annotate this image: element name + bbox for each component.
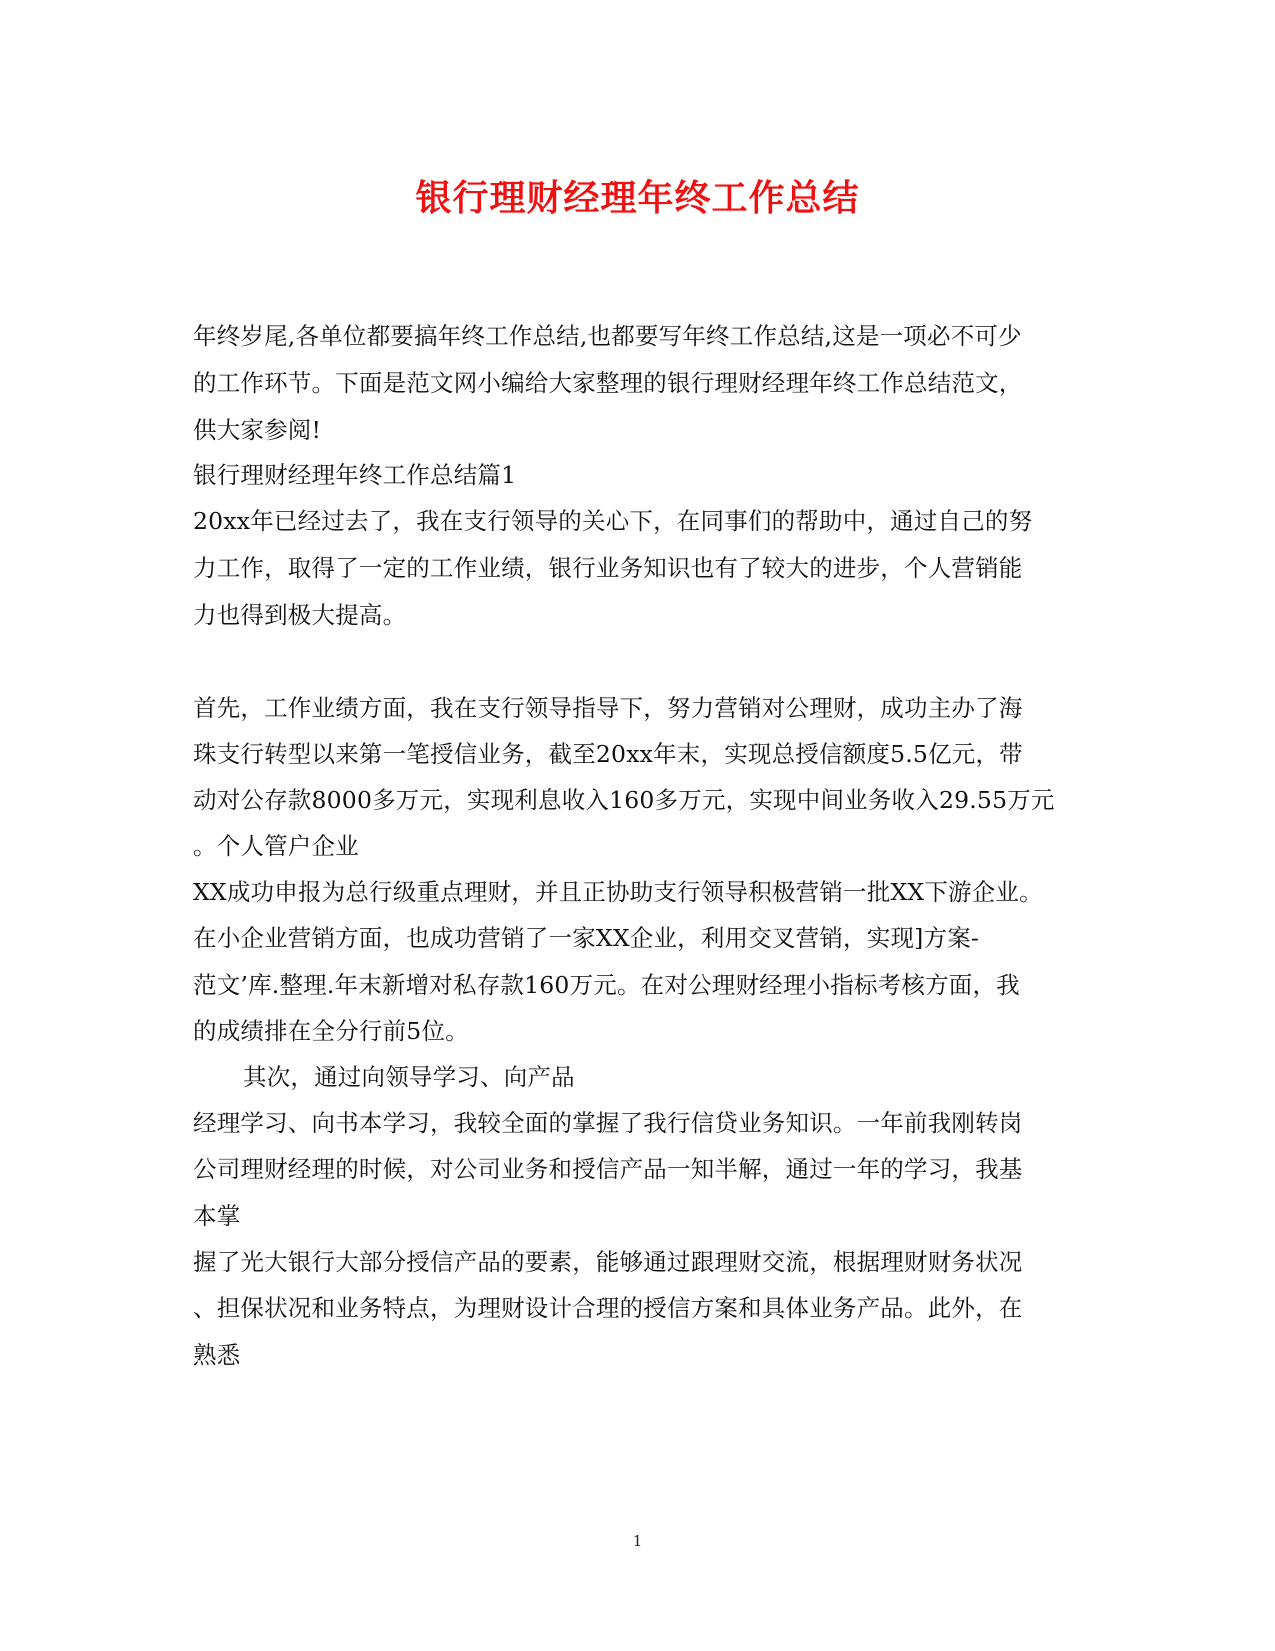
paragraph-line: 公司理财经理的时候，对公司业务和授信产品一知半解，通过一年的学习，我基: [193, 1155, 1023, 1183]
paragraph-line: 力工作，取得了一定的工作业绩，银行业务知识也有了较大的进步，个人营销能: [193, 554, 1023, 582]
paragraph-line: 的工作环节。下面是范文网小编给大家整理的银行理财经理年终工作总结范文，: [193, 369, 1023, 397]
paragraph-line: 珠支行转型以来第一笔授信业务，截至20xx年末，实现总授信额度5.5亿元，带: [193, 740, 1023, 768]
paragraph-line: 经理学习、向书本学习，我较全面的掌握了我行信贷业务知识。一年前我刚转岗: [193, 1109, 1023, 1137]
document-title: 银行理财经理年终工作总结: [415, 177, 860, 219]
paragraph-line: 其次，通过向领导学习、向产品: [243, 1063, 575, 1091]
paragraph-line: 握了光大银行大部分授信产品的要素，能够通过跟理财交流，根据理财财务状况: [193, 1248, 1023, 1276]
page-number: 1: [632, 1532, 643, 1550]
paragraph-line: 力也得到极大提高。: [193, 601, 407, 629]
paragraph-line: 的成绩排在全分行前5位。: [193, 1017, 469, 1045]
paragraph-line: 首先，工作业绩方面，我在支行领导指导下，努力营销对公理财，成功主办了海: [193, 694, 1023, 722]
paragraph-line: 范文’库.整理.年末新增对私存款160万元。在对公理财经理小指标考核方面，我: [193, 971, 1020, 999]
paragraph-line: 。个人管户企业: [193, 832, 359, 860]
paragraph-line: 20xx年已经过去了，我在支行领导的关心下，在同事们的帮助中，通过自己的努: [193, 507, 1033, 535]
paragraph-line: XX成功申报为总行级重点理财，并且正协助支行领导积极营销一批XX下游企业。: [193, 878, 1043, 906]
paragraph-line: 年终岁尾,各单位都要搞年终工作总结,也都要写年终工作总结,这是一项必不可少: [193, 322, 1022, 350]
paragraph-line: 在小企业营销方面，也成功营销了一家XX企业，利用交叉营销，实现]方案-: [193, 924, 980, 952]
paragraph-line: 动对公存款8000多万元，实现利息收入160多万元，实现中间业务收入29.55万元: [193, 786, 1055, 814]
paragraph-line: 本掌: [193, 1202, 241, 1230]
paragraph-line: 供大家参阅!: [193, 416, 322, 444]
paragraph-line: 熟悉: [193, 1341, 241, 1369]
section-heading: 银行理财经理年终工作总结篇1: [193, 461, 517, 489]
paragraph-line: 、担保状况和业务特点，为理财设计合理的授信方案和具体业务产品。此外，在: [193, 1294, 1023, 1322]
